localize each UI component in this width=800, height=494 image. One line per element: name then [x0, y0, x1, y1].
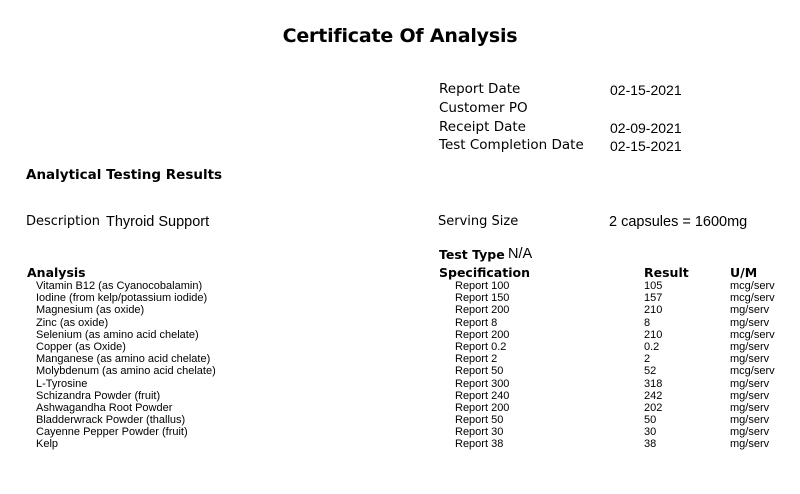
receipt-date-value: 02-09-2021 — [610, 120, 682, 136]
specification-value: Report 100 — [455, 280, 510, 292]
unit-value: mg/serv — [730, 353, 770, 366]
specification-value: Report 50 — [455, 365, 504, 378]
specification-value: Report 2 — [455, 353, 498, 366]
specification-value: Report 150 — [455, 292, 510, 305]
table-row — [0, 365, 800, 377]
analysis-name: Zinc (as oxide) — [36, 316, 109, 329]
customer-po-label: Customer PO — [439, 100, 528, 116]
specification-value: Report 240 — [455, 389, 510, 402]
table-row — [0, 378, 800, 390]
unit-value: mg/serv — [730, 340, 770, 353]
analysis-name: Bladderwrack Powder (thallus) — [36, 414, 186, 427]
result-value: 0.2 — [644, 340, 660, 353]
receipt-date-label: Receipt Date — [439, 119, 526, 135]
result-value: 157 — [644, 292, 663, 305]
analysis-name: Magnesium (as oxide) — [36, 304, 145, 317]
table-row — [0, 292, 800, 304]
result-value: 202 — [644, 401, 663, 414]
analysis-name: Vitamin B12 (as Cyanocobalamin) — [36, 280, 203, 292]
unit-value: mg/serv — [730, 426, 770, 439]
unit-value: mcg/serv — [730, 365, 775, 378]
unit-value: mg/serv — [730, 377, 770, 390]
specification-value: Report 38 — [455, 438, 504, 451]
analysis-name: Schizandra Powder (fruit) — [36, 389, 161, 402]
document-title: Certificate Of Analysis — [282, 25, 518, 47]
column-header-analysis: Analysis — [27, 265, 86, 280]
unit-value: mg/serv — [730, 304, 770, 317]
description-label: Description — [26, 214, 101, 229]
column-header-specification: Specification — [439, 265, 530, 280]
unit-value: mg/serv — [730, 414, 770, 427]
specification-value: Report 8 — [455, 316, 498, 329]
description-value: Thyroid Support — [106, 214, 210, 230]
specification-value: Report 200 — [455, 328, 510, 341]
test-completion-date-label: Test Completion Date — [439, 137, 584, 153]
table-row — [0, 402, 800, 414]
analysis-name: Ashwagandha Root Powder — [36, 401, 173, 414]
result-value: 2 — [644, 353, 651, 366]
test-type-value: N/A — [508, 246, 533, 262]
unit-value: mg/serv — [730, 316, 770, 329]
result-value: 105 — [644, 280, 663, 292]
result-value: 52 — [644, 365, 657, 378]
table-row — [0, 317, 800, 329]
specification-value: Report 200 — [455, 401, 510, 414]
analysis-name: Kelp — [36, 438, 59, 451]
table-row — [0, 426, 800, 438]
analysis-name: Manganese (as amino acid chelate) — [36, 353, 211, 366]
analysis-name: Molybdenum (as amino acid chelate) — [36, 365, 216, 378]
report-date-label: Report Date — [439, 81, 521, 97]
result-value: 50 — [644, 414, 657, 427]
section-heading: Analytical Testing Results — [26, 167, 223, 183]
result-value: 8 — [644, 316, 651, 329]
unit-value: mcg/serv — [730, 292, 775, 305]
unit-value: mg/serv — [730, 401, 770, 414]
report-date-value: 02-15-2021 — [610, 82, 682, 98]
table-row — [0, 390, 800, 402]
specification-value: Report 0.2 — [455, 340, 507, 353]
analysis-name: Cayenne Pepper Powder (fruit) — [36, 426, 188, 439]
unit-value: mcg/serv — [730, 328, 775, 341]
table-row — [0, 353, 800, 365]
unit-value: mg/serv — [730, 389, 770, 402]
result-value: 318 — [644, 377, 663, 390]
result-value: 210 — [644, 304, 663, 317]
serving-size-label: Serving Size — [438, 214, 519, 229]
table-row — [0, 341, 800, 353]
specification-value: Report 50 — [455, 414, 504, 427]
result-value: 38 — [644, 438, 657, 451]
table-row — [0, 304, 800, 316]
table-row — [0, 329, 800, 341]
table-row — [0, 280, 800, 292]
result-value: 30 — [644, 426, 657, 439]
table-row — [0, 438, 800, 450]
specification-value: Report 200 — [455, 304, 510, 317]
test-completion-date-value: 02-15-2021 — [610, 138, 682, 154]
column-header-result: Result — [644, 265, 689, 280]
analysis-name: L-Tyrosine — [36, 377, 88, 390]
results-table — [0, 280, 800, 451]
column-header-um: U/M — [730, 265, 758, 280]
analysis-name: Copper (as Oxide) — [36, 340, 126, 353]
specification-value: Report 30 — [455, 426, 504, 439]
unit-value: mcg/serv — [730, 280, 775, 292]
analysis-name: Iodine (from kelp/potassium iodide) — [36, 292, 208, 305]
analysis-name: Selenium (as amino acid chelate) — [36, 328, 199, 341]
test-type-label: Test Type — [439, 247, 505, 262]
specification-value: Report 300 — [455, 377, 510, 390]
unit-value: mg/serv — [730, 438, 770, 451]
result-value: 210 — [644, 328, 663, 341]
table-row — [0, 414, 800, 426]
result-value: 242 — [644, 389, 663, 402]
serving-size-value: 2 capsules = 1600mg — [609, 214, 748, 230]
